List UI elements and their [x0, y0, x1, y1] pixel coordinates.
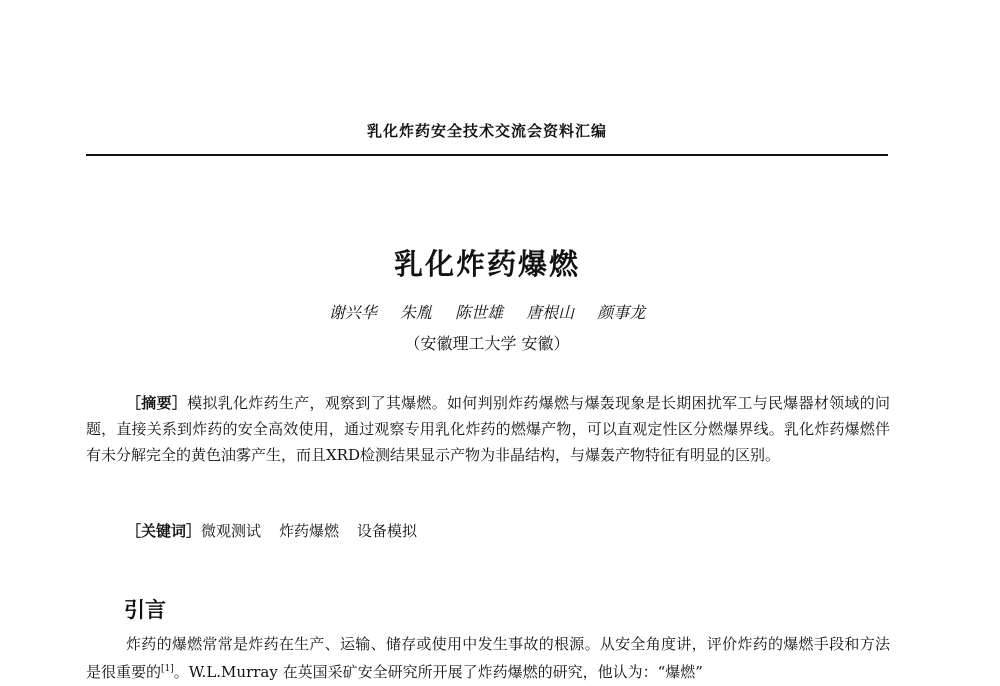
- keywords-label: ［关键词］: [126, 522, 202, 540]
- paper-title: 乳化炸药爆燃: [393, 247, 580, 281]
- author-name: 颜事龙: [597, 303, 646, 322]
- author-name: 陈世雄: [454, 303, 503, 322]
- keyword: 微观测试: [201, 522, 262, 540]
- introduction-paragraph: [86, 630, 890, 686]
- header-rule: [86, 154, 888, 156]
- abstract-label: ［摘要］: [126, 394, 188, 412]
- author-name: 谢兴华: [328, 303, 377, 322]
- intro-text: 炸药的爆燃常常是炸药在生产、运输、储存或使用中发生事故的根源。从安全角度讲，评价炸药的爆燃手段和方法是很重要的: [86, 635, 890, 681]
- author-name: 唐根山: [526, 303, 575, 322]
- affiliation: （安徽理工大学 安徽）: [404, 334, 570, 353]
- abstract-paragraph: [86, 390, 890, 468]
- author-name: 朱胤: [399, 303, 432, 322]
- abstract-text: 模拟乳化炸药生产，观察到了其爆燃。如何判别炸药爆燃与爆轰现象是长期困扰军工与民爆器材领域的问题，直接关系到炸药的安全高效使用，通过观察专用乳化炸药的燃爆产物，可以直观定性区分燃爆界线。乳化炸药爆燃伴有未分解完全的黄色油雾产生，而且XRD检测结果显示产物为非晶结构，与爆轰产物特征有明显的区别。: [86, 394, 890, 464]
- keyword: 设备模拟: [357, 522, 418, 540]
- keyword: 炸药爆燃: [279, 522, 340, 540]
- reference-marker[interactable]: [1]: [161, 664, 174, 674]
- section-heading-introduction: 引言: [124, 598, 166, 622]
- author-list: [86, 300, 888, 323]
- running-header: 乳化炸药安全技术交流会资料汇编: [366, 122, 607, 140]
- keywords-line: [126, 518, 435, 544]
- intro-text-continued: 。W.L.Murray 在英国采矿安全研究所开展了炸药爆燃的研究，他认为：“爆燃”: [173, 663, 703, 681]
